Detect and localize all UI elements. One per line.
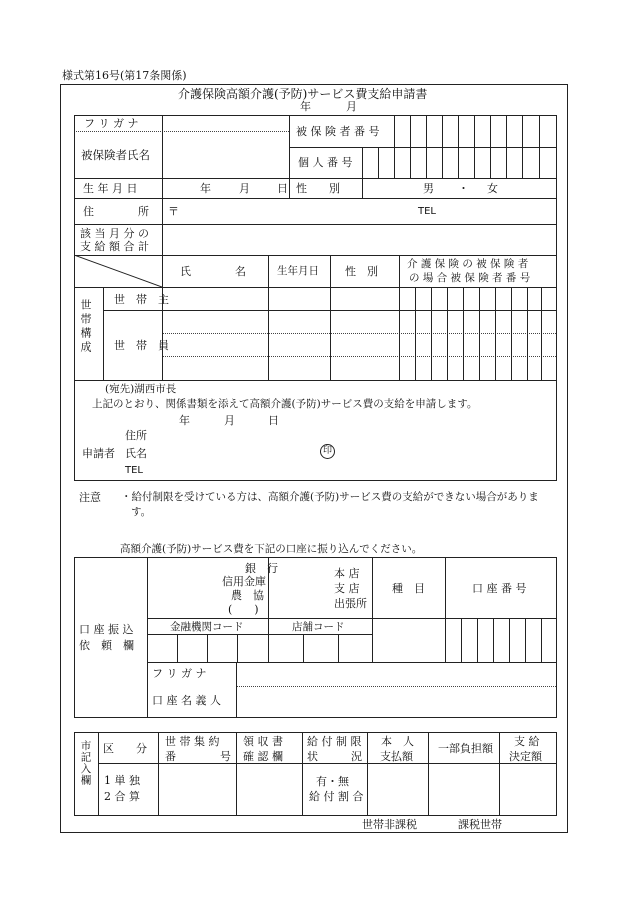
applicant-label: 申請者 xyxy=(82,447,115,460)
ryoshu-label-1: 領 収 書 xyxy=(243,735,283,748)
address-label: 住 所 xyxy=(83,205,149,218)
note-text-cont: す。 xyxy=(131,506,152,518)
bank-type-nokyo: 農 協 xyxy=(231,589,264,602)
insured-number-label: 被 保 険 者 番 号 xyxy=(296,125,380,138)
application-statement: 上記のとおり、関係書類を添えて高額介護(予防)サービス費の支給を申請します。 xyxy=(92,398,478,410)
household-head-label: 世 帯 主 xyxy=(114,293,169,306)
hikazei-label: 世帯非課税 xyxy=(362,818,417,831)
bank-furigana-label: フ リ ガ ナ xyxy=(152,667,207,680)
birth-day-unit: 日 xyxy=(277,182,288,195)
col-name: 氏 名 xyxy=(180,265,246,278)
kyufu-umu: 有・無 xyxy=(316,775,349,788)
kubun-combined: 2 合 算 xyxy=(104,790,140,803)
kyufu-label-1: 給 付 制 限 xyxy=(307,735,362,748)
postal-mark: 〒 xyxy=(168,205,179,218)
diagonal-divider xyxy=(74,255,162,287)
account-number-label: 口 座 番 号 xyxy=(472,582,527,595)
branch-type-shiten: 支 店 xyxy=(334,582,360,595)
kyufu-label-2: 状 況 xyxy=(307,750,362,763)
branch-type-honten: 本 店 xyxy=(334,567,360,580)
bank-type-shinkin: 信用金庫 xyxy=(222,575,266,588)
note-label: 注意 xyxy=(79,491,101,504)
birth-month-unit: 月 xyxy=(239,182,250,195)
sekai-label-1: 世 帯 集 約 xyxy=(165,735,220,748)
applicant-name-label: 氏名 xyxy=(125,447,147,460)
bank-intro: 高額介護(予防)サービス費を下記の口座に振り込んでください。 xyxy=(120,543,423,555)
outer-frame-top xyxy=(60,84,568,85)
outer-frame-bottom xyxy=(60,832,568,833)
insured-name-label: 被保険者氏名 xyxy=(81,148,150,162)
app-year-unit: 年 xyxy=(179,414,190,427)
sex-separator: ・ xyxy=(458,182,469,195)
household-member-label: 世 帯 員 xyxy=(114,339,169,352)
branch-type-shutchojo: 出張所 xyxy=(334,597,367,610)
tel-input[interactable] xyxy=(440,199,554,223)
form-label: 様式第16号(第17条関係) xyxy=(62,69,187,82)
kyufu-wariai: 給 付 割 合 xyxy=(309,790,364,803)
household-section-label: 世帯構成 xyxy=(79,299,92,355)
applicant-tel-label: TEL xyxy=(125,465,143,476)
household-rows[interactable] xyxy=(163,288,399,380)
outer-frame-right xyxy=(567,84,568,833)
addressee: (宛先)湖西市長 xyxy=(105,383,177,395)
furigana-label: フ リ ガ ナ xyxy=(84,117,139,130)
account-holder-input[interactable] xyxy=(237,688,555,716)
col-birth: 生年月日 xyxy=(277,265,319,277)
ichibu-label: 一部負担額 xyxy=(438,742,493,755)
branch-code-label: 店舗コード xyxy=(292,621,345,633)
shikyu-label-1: 支 給 xyxy=(514,735,540,748)
address-input[interactable] xyxy=(182,199,412,223)
birth-date-input[interactable] xyxy=(163,179,288,197)
account-type-label: 種 目 xyxy=(392,582,425,595)
sex-male-option[interactable]: 男 xyxy=(423,182,434,195)
personal-number-label: 個 人 番 号 xyxy=(298,156,353,169)
app-month-unit: 月 xyxy=(224,414,235,427)
amount-label-2: 支 給 額 合 計 xyxy=(80,240,149,253)
bank-type-ginko: 銀 行 xyxy=(245,562,278,575)
shikyu-label-2: 決定額 xyxy=(509,750,542,763)
seal-icon: 印 xyxy=(320,444,335,459)
sex-label: 性 別 xyxy=(296,182,340,195)
sekai-label-2: 番 号 xyxy=(165,750,231,763)
birth-year-unit: 年 xyxy=(200,182,211,195)
note-text: ・給付制限を受けている方は、高額介護(予防)サービス費の支給ができない場合がありま xyxy=(121,491,539,503)
honnin-label-2: 支払額 xyxy=(380,750,413,763)
col-insured-1: 介 護 保 険 の 被 保 険 者 xyxy=(407,258,529,270)
furigana-input[interactable] xyxy=(163,116,288,131)
bank-section-label-2: 依 頼 欄 xyxy=(79,639,134,652)
header-year: 年 xyxy=(300,100,311,113)
applicant-address-label: 住所 xyxy=(125,429,147,442)
kazei-label: 課税世帯 xyxy=(458,818,502,831)
insured-name-input[interactable] xyxy=(163,132,288,177)
app-day-unit: 日 xyxy=(268,414,279,427)
ryoshu-label-2: 確 認 欄 xyxy=(243,750,283,763)
kubun-label: 区 分 xyxy=(103,742,147,755)
col-insured-2: の 場 合 被 保 険 者 番 号 xyxy=(409,272,531,284)
institution-code-label: 金融機関コード xyxy=(170,621,244,633)
amount-label-1: 該 当 月 分 の xyxy=(80,227,149,240)
form-title: 介護保険高額介護(予防)サービス費支給申請書 xyxy=(178,87,428,101)
bank-furigana-input[interactable] xyxy=(237,663,555,685)
city-section-label: 市記入欄 xyxy=(79,740,92,786)
applicant-info-input[interactable] xyxy=(150,428,550,478)
header-month: 月 xyxy=(346,100,357,113)
kubun-single: 1 単 独 xyxy=(104,774,140,787)
bank-section-label-1: 口 座 振 込 xyxy=(79,623,134,636)
account-holder-label: 口 座 名 義 人 xyxy=(152,694,221,707)
birth-label: 生 年 月 日 xyxy=(83,182,138,195)
bank-type-other: ( ) xyxy=(228,603,259,616)
honnin-label-1: 本 人 xyxy=(381,735,414,748)
amount-input[interactable] xyxy=(163,225,555,254)
branch-name-input[interactable] xyxy=(269,558,331,617)
col-sex: 性 別 xyxy=(345,265,378,278)
sex-female-option[interactable]: 女 xyxy=(487,182,498,195)
tel-label: TEL xyxy=(418,206,436,217)
bank-name-input[interactable] xyxy=(148,558,218,617)
outer-frame-left xyxy=(60,84,61,833)
